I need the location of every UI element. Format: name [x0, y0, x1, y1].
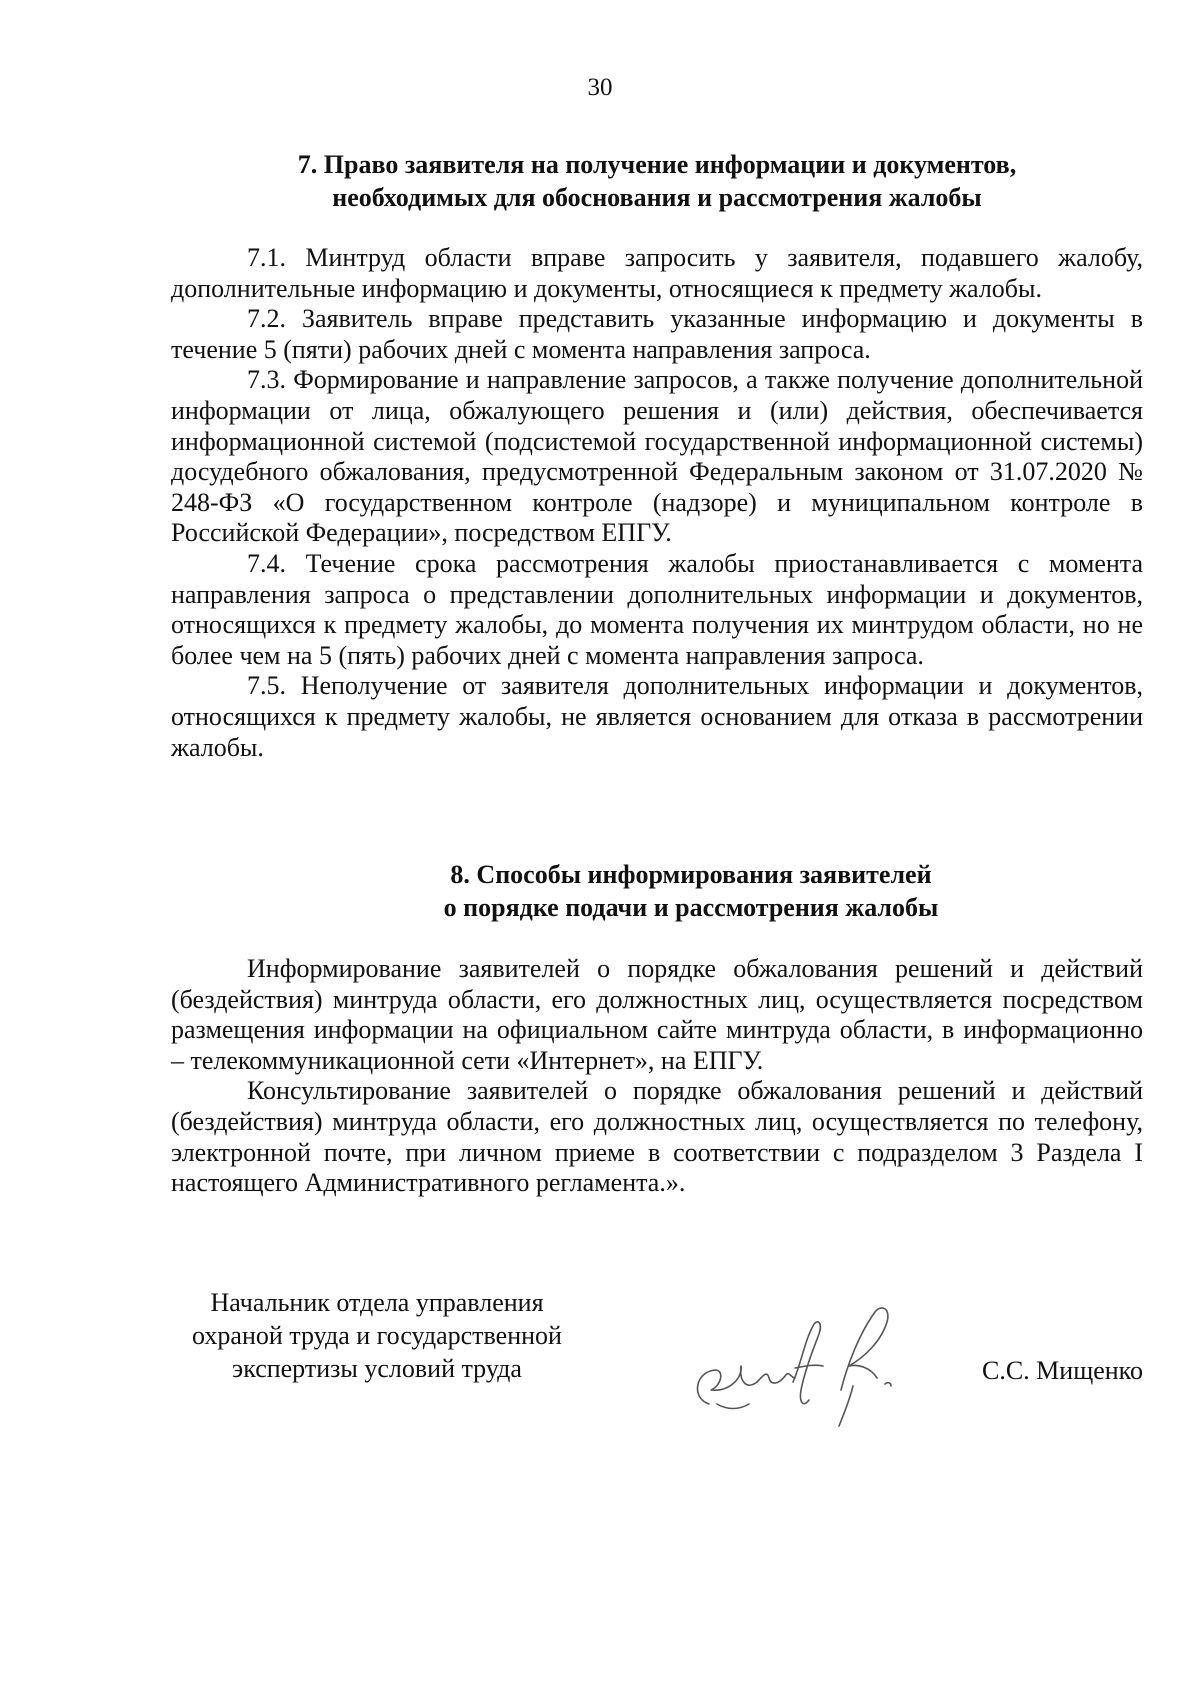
paragraph-7-4: 7.4. Течение срока рассмотрения жалобы приостанавливается с момента направления запроса о представлении дополнительных информации и документов, относящихся к предмету жалобы, до момента получения их минтрудом области, но не более чем на 5 (пять) рабочих дней с момента направления запроса.: [171, 548, 1143, 670]
signatory-position: [171, 1286, 583, 1385]
page-number: 30: [587, 74, 613, 101]
paragraph-7-3: 7.3. Формирование и направление запросов, а также получение дополнительной информации от лица, обжалующего решения и (или) действия, обеспечивается информационной системой (подсистемой государственной информационной системы) досудебного обжалования, предусмотренной Федеральным законом от 31.07.2020 № 248-ФЗ «О государственном контроле (надзоре) и муниципальном контроле в Российской Федерации», посредством ЕПГУ.: [171, 365, 1143, 548]
section-8-body: [171, 954, 1143, 1199]
section-7-heading: [171, 148, 1143, 214]
section-7-heading-line: 7. Право заявителя на получение информации и документов,: [297, 150, 1017, 179]
section-8-heading: [171, 858, 1143, 924]
paragraph-consulting: Консультирование заявителей о порядке обжалования решений и действий (бездействия) минтруда области, его должностных лиц, осуществляется по телефону, электронной почте, при личном приеме в соответствии с подразделом 3 Раздела I настоящего Административного регламента.».: [171, 1076, 1143, 1198]
signatory-position-line: Начальник отдела управления: [210, 1288, 544, 1317]
paragraph-informing: Информирование заявителей о порядке обжалования решений и действий (бездействия) минтруда области, его должностных лиц, осуществляется посредством размещения информации на официальном сайте минтруда области, в информационно – телекоммуникационной сети «Интернет», на ЕПГУ.: [171, 954, 1143, 1075]
section-7-heading-line: необходимых для обоснования и рассмотрения жалобы: [332, 183, 982, 212]
section-8-heading-line: о порядке подачи и рассмотрения жалобы: [443, 893, 939, 922]
signature-block: [171, 1286, 1143, 1436]
paragraph-7-5: 7.5. Неполучение от заявителя дополнительных информации и документов, относящихся к предмету жалобы, не является основанием для отказа в рассмотрении жалобы.: [171, 671, 1143, 762]
section-8-heading-line: 8. Способы информирования заявителей: [450, 860, 932, 889]
signatory-name: С.С. Мищенко: [981, 1356, 1143, 1385]
document-content: [171, 0, 1143, 1698]
paragraph-7-2: 7.2. Заявитель вправе представить указанные информацию и документы в течение 5 (пяти) рабочих дней с момента направления запроса.: [171, 304, 1143, 364]
section-7-body: [171, 243, 1143, 763]
signatory-position-line: охраной труда и государственной: [192, 1321, 562, 1350]
signatory-position-line: экспертизы условий труда: [232, 1354, 522, 1383]
paragraph-7-1: 7.1. Минтруд области вправе запросить у заявителя, подавшего жалобу, дополнительные информацию и документы, относящиеся к предмету жалобы.: [171, 243, 1143, 303]
handwritten-signature: [681, 1286, 951, 1436]
